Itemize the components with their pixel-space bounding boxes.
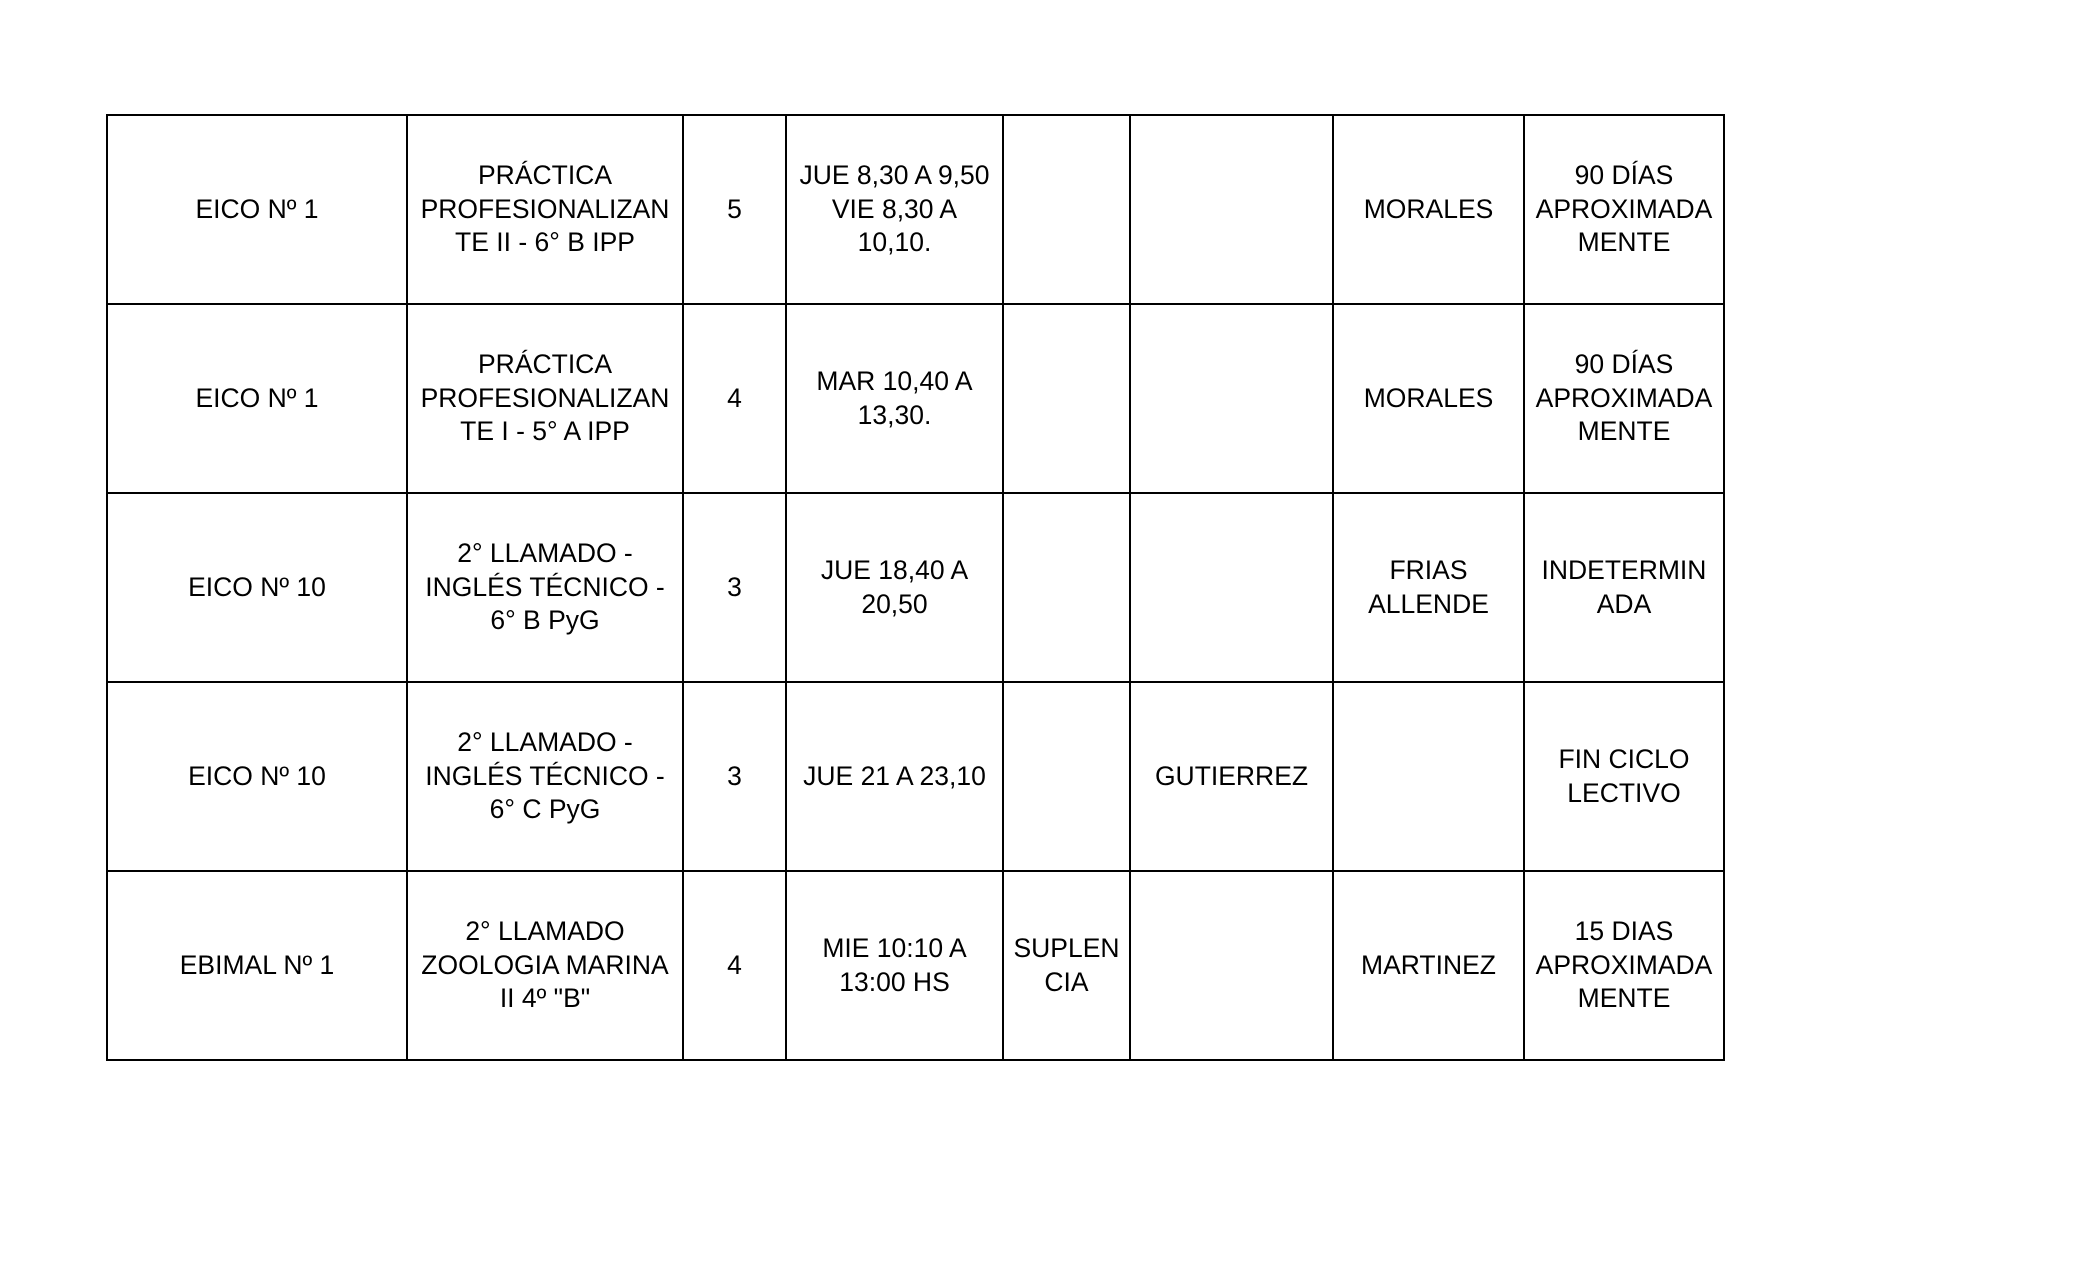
teacher-cell [1130, 493, 1333, 682]
table-row [107, 115, 1724, 304]
type-cell: SUPLEN CIA [1003, 871, 1130, 1060]
table-row [107, 682, 1724, 871]
hours-cell: 3 [683, 682, 786, 871]
teacher-cell: GUTIERREZ [1130, 682, 1333, 871]
replaced-teacher-cell [1333, 682, 1524, 871]
replaced-teacher-cell: MARTINEZ [1333, 871, 1524, 1060]
school-cell: EBIMAL Nº 1 [107, 871, 407, 1060]
school-cell: EICO Nº 10 [107, 682, 407, 871]
school-cell: EICO Nº 1 [107, 304, 407, 493]
type-cell [1003, 682, 1130, 871]
school-cell: EICO Nº 1 [107, 115, 407, 304]
duration-cell: 90 DÍAS APROXIMADA MENTE [1524, 115, 1724, 304]
hours-cell: 4 [683, 871, 786, 1060]
positions-table [106, 114, 1725, 1061]
subject-cell: 2° LLAMADO - INGLÉS TÉCNICO - 6° B PyG [407, 493, 683, 682]
subject-cell: PRÁCTICA PROFESIONALIZAN TE I - 5° A IPP [407, 304, 683, 493]
hours-cell: 4 [683, 304, 786, 493]
teacher-cell [1130, 304, 1333, 493]
duration-cell: FIN CICLO LECTIVO [1524, 682, 1724, 871]
teacher-cell [1130, 871, 1333, 1060]
schedule-cell: JUE 8,30 A 9,50 VIE 8,30 A 10,10. [786, 115, 1003, 304]
subject-cell: PRÁCTICA PROFESIONALIZAN TE II - 6° B IPP [407, 115, 683, 304]
subject-cell: 2° LLAMADO ZOOLOGIA MARINA II 4º "B" [407, 871, 683, 1060]
hours-cell: 3 [683, 493, 786, 682]
teacher-cell [1130, 115, 1333, 304]
type-cell [1003, 304, 1130, 493]
table-row [107, 871, 1724, 1060]
table-row [107, 304, 1724, 493]
replaced-teacher-cell: MORALES [1333, 115, 1524, 304]
type-cell [1003, 493, 1130, 682]
hours-cell: 5 [683, 115, 786, 304]
table-row [107, 493, 1724, 682]
duration-cell: 15 DIAS APROXIMADA MENTE [1524, 871, 1724, 1060]
schedule-cell: JUE 18,40 A 20,50 [786, 493, 1003, 682]
duration-cell: 90 DÍAS APROXIMADA MENTE [1524, 304, 1724, 493]
schedule-cell: MIE 10:10 A 13:00 HS [786, 871, 1003, 1060]
schedule-cell: MAR 10,40 A 13,30. [786, 304, 1003, 493]
school-cell: EICO Nº 10 [107, 493, 407, 682]
schedule-cell: JUE 21 A 23,10 [786, 682, 1003, 871]
replaced-teacher-cell: MORALES [1333, 304, 1524, 493]
type-cell [1003, 115, 1130, 304]
duration-cell: INDETERMIN ADA [1524, 493, 1724, 682]
replaced-teacher-cell: FRIAS ALLENDE [1333, 493, 1524, 682]
subject-cell: 2° LLAMADO - INGLÉS TÉCNICO - 6° C PyG [407, 682, 683, 871]
